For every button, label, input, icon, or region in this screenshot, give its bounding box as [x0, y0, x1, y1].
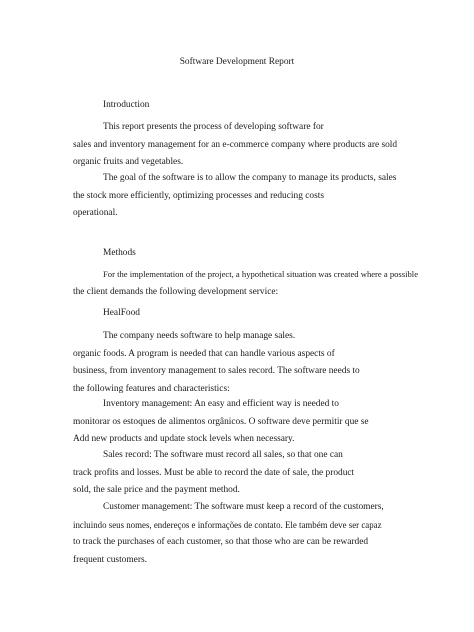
text-line: track profits and losses. Must be able to record the date of sale, the product [73, 467, 355, 478]
text-line: This report presents the process of developing software for [103, 122, 324, 132]
intro-paragraph-1 [73, 119, 443, 172]
text-line: operational. [73, 208, 118, 218]
text-line: the stock more efficiently, optimizing processes and reducing costs [73, 190, 324, 201]
methods-paragraph-2 [73, 328, 443, 398]
inventory-paragraph [73, 396, 443, 449]
text-line: Add new products and update stock levels when necessary. [73, 434, 295, 444]
section-heading-methods: Methods [103, 248, 136, 258]
text-line: business, from inventory management to sales record. The software needs to [73, 366, 360, 376]
text-line: For the implementation of the project, a hypothetical situation was created where a possible [103, 269, 419, 279]
section-heading-introduction: Introduction [103, 100, 150, 110]
text-line: incluindo seus nomes, endereços e informações de contato. Ele também deve ser capaz [73, 519, 382, 530]
text-line: organic fruits and vegetables. [73, 157, 184, 167]
text-line: frequent customers. [73, 554, 147, 565]
text-line: Inventory management: An easy and efficient way is needed to [103, 399, 339, 409]
intro-paragraph-2 [73, 170, 443, 223]
text-line: The company needs software to help manage sales. [103, 331, 296, 341]
text-line: monitorar os estoques de alimentos orgânicos. O software deve permitir que se [73, 416, 369, 427]
customers-paragraph [73, 499, 443, 569]
text-line: sold, the sale price and the payment method. [73, 485, 240, 495]
text-line: the following features and characteristics: [73, 383, 230, 394]
methods-paragraph-1 [73, 266, 443, 301]
text-line: the client demands the following development service: [73, 286, 279, 297]
text-line: sales and inventory management for an e-commerce company where products are sold [73, 139, 398, 150]
text-line: to track the purchases of each customer, so that those who are can be rewarded [73, 537, 369, 547]
text-line: The goal of the software is to allow the company to manage its products, sales [103, 173, 397, 183]
text-line: organic foods. A program is needed that can handle various aspects of [73, 348, 335, 359]
text-line: Sales record: The software must record all sales, so that one can [103, 450, 343, 460]
sales-paragraph [73, 447, 443, 500]
document-title: Software Development Report [179, 57, 295, 67]
text-line: Customer management: The software must keep a record of the customers, [103, 502, 384, 512]
company-heading: HealFood [103, 308, 140, 318]
